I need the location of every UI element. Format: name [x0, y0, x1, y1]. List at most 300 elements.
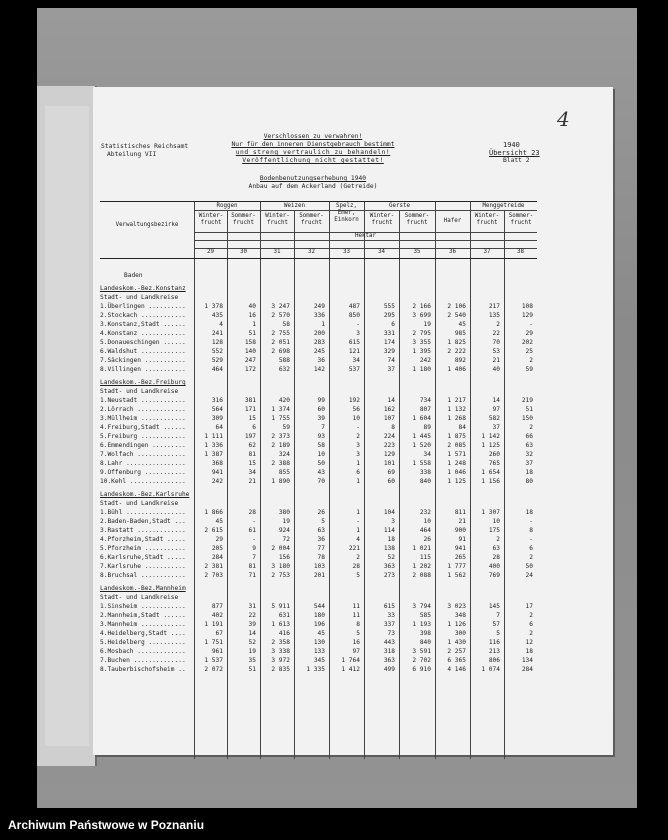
section-heading — [100, 284, 537, 293]
cell-value: 99 — [317, 397, 325, 404]
cell-value: 45 — [317, 630, 325, 637]
cell-value: 924 — [278, 527, 290, 534]
cell-value: 1 755 — [271, 415, 290, 422]
cell-value: 3 972 — [271, 657, 290, 664]
cell-value: 5 — [321, 518, 325, 525]
cell-value: 2 051 — [271, 339, 290, 346]
cell-value: 2 615 — [204, 527, 223, 534]
table-row — [100, 620, 537, 629]
division-name: Abteilung VII — [107, 151, 157, 158]
cell-value: 11 — [352, 612, 360, 619]
cell-value: 464 — [419, 527, 431, 534]
cell-value: 8 — [529, 527, 533, 534]
cell-value: 734 — [419, 397, 431, 404]
cell-value: 1 142 — [481, 433, 500, 440]
table-row — [100, 414, 537, 423]
cell-value: 1 890 — [271, 478, 290, 485]
table-row — [100, 611, 537, 620]
cell-value: 1 193 — [412, 621, 431, 628]
cell-value: 140 — [244, 348, 256, 355]
cell-value: 9 — [252, 545, 256, 552]
cell-value: 1 875 — [447, 433, 466, 440]
table-row — [100, 459, 537, 468]
cell-value: 1 866 — [204, 509, 223, 516]
cell-value: 28 — [248, 509, 256, 516]
district-name: 5.Pforzheim ........... — [100, 545, 186, 552]
cell-value: 2 570 — [271, 312, 290, 319]
cell-value: 1 202 — [412, 563, 431, 570]
cell-value: 1 387 — [204, 451, 223, 458]
cell-value: 58 — [317, 442, 325, 449]
cell-value: 180 — [313, 612, 325, 619]
cell-value: 1 — [252, 321, 256, 328]
cell-value: 21 — [458, 518, 466, 525]
cell-value: 338 — [419, 469, 431, 476]
cell-value: 197 — [244, 433, 256, 440]
cell-value: 45 — [458, 321, 466, 328]
unit-label: Hektar — [355, 233, 376, 239]
column-number: 38 — [517, 249, 524, 255]
table-body — [100, 259, 537, 759]
cell-value: 66 — [525, 433, 533, 440]
cell-value: 174 — [383, 339, 395, 346]
district-name: 6.Mosbach ............. — [100, 648, 186, 655]
cell-value: 416 — [278, 630, 290, 637]
cell-value: 200 — [313, 330, 325, 337]
cell-value: 59 — [525, 366, 533, 373]
cell-value: 1 307 — [481, 509, 500, 516]
cell-value: 435 — [211, 312, 223, 319]
cell-value: 6 — [529, 545, 533, 552]
cell-value: 51 — [248, 666, 256, 673]
cell-value: 8 — [391, 424, 395, 431]
section-label — [100, 293, 537, 302]
cell-value: 552 — [211, 348, 223, 355]
cell-value: 6 — [252, 424, 256, 431]
cell-value: 564 — [211, 406, 223, 413]
cell-value: 114 — [383, 527, 395, 534]
scan-background — [37, 8, 637, 808]
cell-value: 2 — [529, 424, 533, 431]
cell-value: - — [356, 321, 360, 328]
cell-value: 1 374 — [271, 406, 290, 413]
cell-value: 39 — [317, 415, 325, 422]
cell-value: 56 — [352, 406, 360, 413]
cell-value: 71 — [248, 572, 256, 579]
cell-value: 1 125 — [447, 478, 466, 485]
cell-value: 2 222 — [447, 348, 466, 355]
cell-value: 5 — [496, 630, 500, 637]
district-name: 5.Freiburg ............ — [100, 433, 186, 440]
group-weizen: Weizen — [284, 203, 305, 209]
district-name: 1.Sinsheim ............ — [100, 603, 186, 610]
district-name: 4.Konstanz ............ — [100, 330, 186, 337]
district-name: 2.Mannheim,Stadt ...... — [100, 612, 186, 619]
cell-value: 16 — [248, 312, 256, 319]
district-name: Stadt- und Landkreise — [100, 294, 179, 301]
cell-value: 171 — [244, 406, 256, 413]
cell-value: 223 — [383, 442, 395, 449]
cell-value: 19 — [248, 648, 256, 655]
cell-value: 1 571 — [447, 451, 466, 458]
cell-value: 217 — [488, 303, 500, 310]
column-number: 31 — [273, 249, 281, 255]
table-row — [100, 338, 537, 347]
cell-value: 336 — [313, 312, 325, 319]
sub-sommer: Sommer- frucht — [299, 213, 324, 226]
cell-value: 329 — [383, 348, 395, 355]
table-row — [100, 553, 537, 562]
cell-value: 1 126 — [447, 621, 466, 628]
cell-value: - — [252, 536, 256, 543]
cell-value: 26 — [317, 509, 325, 516]
district-name: 3.Mannheim ............ — [100, 621, 186, 628]
cell-value: 402 — [211, 612, 223, 619]
cell-value: 900 — [454, 527, 466, 534]
cell-value: 499 — [383, 666, 395, 673]
cell-value: 28 — [352, 563, 360, 570]
cell-value: 6 — [529, 621, 533, 628]
cell-value: 1 336 — [204, 442, 223, 449]
cell-value: 1 613 — [271, 621, 290, 628]
table-row — [100, 302, 537, 311]
cell-value: 129 — [521, 312, 533, 319]
cell-value: - — [356, 518, 360, 525]
cell-value: 807 — [419, 406, 431, 413]
cell-value: 1 191 — [204, 621, 223, 628]
cell-value: 63 — [525, 442, 533, 449]
table-row — [100, 356, 537, 365]
district-name: Landeskom.-Bez.Mannheim — [100, 585, 186, 592]
cell-value: 22 — [492, 330, 500, 337]
table-row — [100, 320, 537, 329]
data-table — [100, 201, 537, 759]
cell-value: 2 703 — [204, 572, 223, 579]
district-name: Baden — [124, 272, 143, 279]
cell-value: 1 021 — [412, 545, 431, 552]
cell-value: 10 — [352, 415, 360, 422]
cell-value: 52 — [387, 554, 395, 561]
cell-value: 1 156 — [481, 478, 500, 485]
cell-value: 769 — [488, 572, 500, 579]
cell-value: 19 — [282, 518, 290, 525]
cell-value: 39 — [248, 621, 256, 628]
district-name: 7.Buchen .............. — [100, 657, 186, 664]
survey-subtitle: Anbau auf dem Ackerland (Getreide) — [248, 183, 378, 190]
cell-value: 52 — [248, 639, 256, 646]
table-row — [100, 450, 537, 459]
cell-value: 134 — [521, 657, 533, 664]
col-district: Verwaltungsbezirke — [115, 222, 179, 228]
cell-value: 892 — [454, 357, 466, 364]
cell-value: 51 — [248, 330, 256, 337]
cell-value: 6 365 — [447, 657, 466, 664]
cell-value: 7 — [496, 612, 500, 619]
cell-value: 77 — [317, 545, 325, 552]
cell-value: 12 — [525, 639, 533, 646]
cell-value: 1 248 — [447, 460, 466, 467]
cell-value: 142 — [313, 366, 325, 373]
cell-value: 631 — [278, 612, 290, 619]
cell-value: 81 — [248, 451, 256, 458]
district-name: 2.Baden-Baden,Stadt ... — [100, 518, 186, 525]
district-name: 3.Rastatt ............. — [100, 527, 186, 534]
cell-value: 985 — [454, 330, 466, 337]
survey-title: Bodenbenutzungserhebung 1940 — [259, 175, 367, 182]
table-row — [100, 311, 537, 320]
cell-value: 941 — [454, 545, 466, 552]
cell-value: 309 — [211, 415, 223, 422]
cell-value: 108 — [521, 303, 533, 310]
cell-value: 103 — [313, 563, 325, 570]
cell-value: 17 — [525, 603, 533, 610]
table-row — [100, 468, 537, 477]
cell-value: 18 — [525, 469, 533, 476]
cell-value: 398 — [419, 630, 431, 637]
cell-value: 1 406 — [447, 366, 466, 373]
cell-value: 4 146 — [447, 666, 466, 673]
table-row — [100, 365, 537, 374]
cell-value: 18 — [525, 509, 533, 516]
cell-value: - — [529, 321, 533, 328]
table-row — [100, 665, 537, 674]
cell-value: 36 — [317, 536, 325, 543]
cell-value: 3 — [391, 518, 395, 525]
cell-value: 1 111 — [204, 433, 223, 440]
cell-value: 1 430 — [447, 639, 466, 646]
cell-value: 107 — [383, 415, 395, 422]
cell-value: 2 088 — [412, 572, 431, 579]
column-number: 32 — [308, 249, 315, 255]
cell-value: 1 268 — [447, 415, 466, 422]
cell-value: 3 338 — [271, 648, 290, 655]
cell-value: 129 — [383, 451, 395, 458]
cell-value: 1 537 — [204, 657, 223, 664]
cell-value: 1 074 — [481, 666, 500, 673]
cell-value: 61 — [248, 527, 256, 534]
cell-value: 192 — [348, 397, 360, 404]
cell-value: 537 — [348, 366, 360, 373]
cell-value: 368 — [211, 460, 223, 467]
cell-value: 29 — [215, 536, 223, 543]
cell-value: 283 — [313, 339, 325, 346]
cell-value: 529 — [211, 357, 223, 364]
cell-value: 1 412 — [341, 666, 360, 673]
cell-value: 19 — [423, 321, 431, 328]
cell-value: 324 — [278, 451, 290, 458]
binding-strip-inner — [45, 106, 89, 746]
cell-value: 1 562 — [447, 572, 466, 579]
cell-value: 104 — [383, 509, 395, 516]
cell-value: 58 — [282, 321, 290, 328]
cell-value: 4 — [356, 536, 360, 543]
cell-value: 14 — [248, 630, 256, 637]
district-name: Landeskom.-Bez.Freiburg — [100, 379, 186, 386]
column-number: 29 — [207, 249, 214, 255]
cell-value: 10 — [317, 451, 325, 458]
cell-value: 284 — [521, 666, 533, 673]
cell-value: 2 381 — [204, 563, 223, 570]
cell-value: 241 — [211, 330, 223, 337]
district-name: 3.Konstanz,Stadt ...... — [100, 321, 186, 328]
district-name: Stadt- und Landkreise — [100, 500, 179, 507]
table-row — [100, 629, 537, 638]
district-name: Stadt- und Landkreise — [100, 388, 179, 395]
cell-value: 6 — [356, 469, 360, 476]
cell-value: 2 540 — [447, 312, 466, 319]
cell-value: 2 702 — [412, 657, 431, 664]
cell-value: - — [252, 518, 256, 525]
cell-value: 15 — [248, 460, 256, 467]
cell-value: 544 — [313, 603, 325, 610]
district-name: 4.Pforzheim,Stadt ..... — [100, 536, 186, 543]
cell-value: 2 — [529, 612, 533, 619]
group-hafer: Hafer — [443, 218, 462, 224]
table-row — [100, 656, 537, 665]
cell-value: 8 — [356, 621, 360, 628]
cell-value: 284 — [211, 554, 223, 561]
table-row — [100, 544, 537, 553]
district-name: 7.Wolfach ............. — [100, 451, 186, 458]
cell-value: 10 — [423, 518, 431, 525]
section-heading — [100, 378, 537, 387]
sheet-label: Blatt 2 — [503, 157, 530, 164]
cell-value: 615 — [383, 603, 395, 610]
table-row — [100, 535, 537, 544]
notice-line-1: Verschlossen zu verwahren! — [263, 133, 363, 140]
sub-sommer: Sommer- frucht — [508, 213, 534, 226]
year-label: 1940 — [503, 141, 520, 149]
cell-value: 5 — [356, 572, 360, 579]
archive-footer — [0, 808, 668, 840]
group-gerste: Gerste — [389, 203, 410, 209]
cell-value: 40 — [248, 303, 256, 310]
table-row — [100, 638, 537, 647]
cell-value: 1 520 — [412, 442, 431, 449]
district-name: 2.Lörrach ............. — [100, 406, 186, 413]
cell-value: 34 — [423, 451, 431, 458]
cell-value: 464 — [211, 366, 223, 373]
cell-value: 14 — [387, 397, 395, 404]
table-row — [100, 477, 537, 486]
cell-value: 91 — [458, 536, 466, 543]
district-name: 1.Überlingen .......... — [100, 303, 186, 310]
group-roggen: Roggen — [216, 203, 238, 209]
cell-value: 1 046 — [447, 469, 466, 476]
district-name: 7.Karlsruhe ........... — [100, 563, 186, 570]
cell-value: 6 — [391, 321, 395, 328]
cell-value: 331 — [383, 330, 395, 337]
district-name: 5.Donaueschingen ...... — [100, 339, 186, 346]
cell-value: 2 257 — [447, 648, 466, 655]
cell-value: 5 911 — [271, 603, 290, 610]
district-name: 6.Karlsruhe,Stadt ..... — [100, 554, 186, 561]
cell-value: 247 — [244, 357, 256, 364]
district-name: 5.Heidelberg .......... — [100, 639, 186, 646]
cell-value: 138 — [383, 545, 395, 552]
cell-value: 765 — [488, 460, 500, 467]
cell-value: 3 023 — [447, 603, 466, 610]
cell-value: 260 — [488, 451, 500, 458]
cell-value: 121 — [348, 348, 360, 355]
cell-value: 363 — [383, 563, 395, 570]
cell-value: 16 — [352, 639, 360, 646]
district-name: 8.Lahr ................ — [100, 460, 186, 467]
cell-value: 73 — [387, 630, 395, 637]
cell-value: 555 — [383, 303, 395, 310]
cell-value: 224 — [383, 433, 395, 440]
cell-value: 5 — [356, 630, 360, 637]
cell-value: 380 — [278, 509, 290, 516]
cell-value: 420 — [278, 397, 290, 404]
sub-winter: Winter- frucht — [265, 213, 290, 226]
cell-value: 50 — [525, 563, 533, 570]
cell-value: 81 — [248, 563, 256, 570]
cell-value: 156 — [278, 554, 290, 561]
cell-value: 37 — [525, 460, 533, 467]
table-row — [100, 441, 537, 450]
section-label — [100, 593, 537, 602]
cell-value: 60 — [387, 478, 395, 485]
archive-name: Archiwum Państwowe w Poznaniu — [8, 818, 205, 832]
district-name: 8.Tauberbischofsheim .. — [100, 666, 186, 673]
cell-value: 2 085 — [447, 442, 466, 449]
cell-value: 205 — [211, 545, 223, 552]
table-row — [100, 405, 537, 414]
cell-value: 1 — [356, 527, 360, 534]
district-name: 2.Stockach ............ — [100, 312, 186, 319]
cell-value: 877 — [211, 603, 223, 610]
cell-value: 2 — [356, 433, 360, 440]
cell-value: 21 — [248, 478, 256, 485]
cell-value: 295 — [383, 312, 395, 319]
cell-value: 11 — [352, 603, 360, 610]
district-name: 4.Freiburg,Stadt ...... — [100, 424, 186, 431]
cell-value: 850 — [348, 312, 360, 319]
cell-value: 381 — [244, 397, 256, 404]
notice-line-2: Nur für den inneren Dienstgebrauch bestimmt — [231, 141, 395, 148]
cell-value: 43 — [317, 469, 325, 476]
cell-value: 34 — [248, 469, 256, 476]
cell-value: 1 751 — [204, 639, 223, 646]
cell-value: 487 — [348, 303, 360, 310]
notice-line-4: Veröffentlichung nicht gestattet! — [242, 157, 384, 164]
cell-value: 26 — [423, 536, 431, 543]
cell-value: 31 — [248, 603, 256, 610]
cell-value: 150 — [521, 415, 533, 422]
district-name: 6.Waldshut ............ — [100, 348, 186, 355]
cell-value: 615 — [348, 339, 360, 346]
cell-value: 2 — [496, 321, 500, 328]
cell-value: 22 — [248, 612, 256, 619]
cell-value: 2 106 — [447, 303, 466, 310]
cell-value: 585 — [419, 612, 431, 619]
district-name: 3.Müllheim ............ — [100, 415, 186, 422]
cell-value: 1 — [321, 321, 325, 328]
cell-value: 59 — [282, 424, 290, 431]
cell-value: 116 — [488, 639, 500, 646]
cell-value: 25 — [525, 348, 533, 355]
cell-value: 2 004 — [271, 545, 290, 552]
cell-value: 45 — [215, 518, 223, 525]
column-number: 37 — [483, 249, 491, 255]
cell-value: 232 — [419, 509, 431, 516]
document-sheet — [93, 87, 613, 755]
group-menggetreide: Menggetreide — [482, 203, 525, 209]
cell-value: 63 — [492, 545, 500, 552]
cell-value: 245 — [313, 348, 325, 355]
cell-value: 84 — [458, 424, 466, 431]
